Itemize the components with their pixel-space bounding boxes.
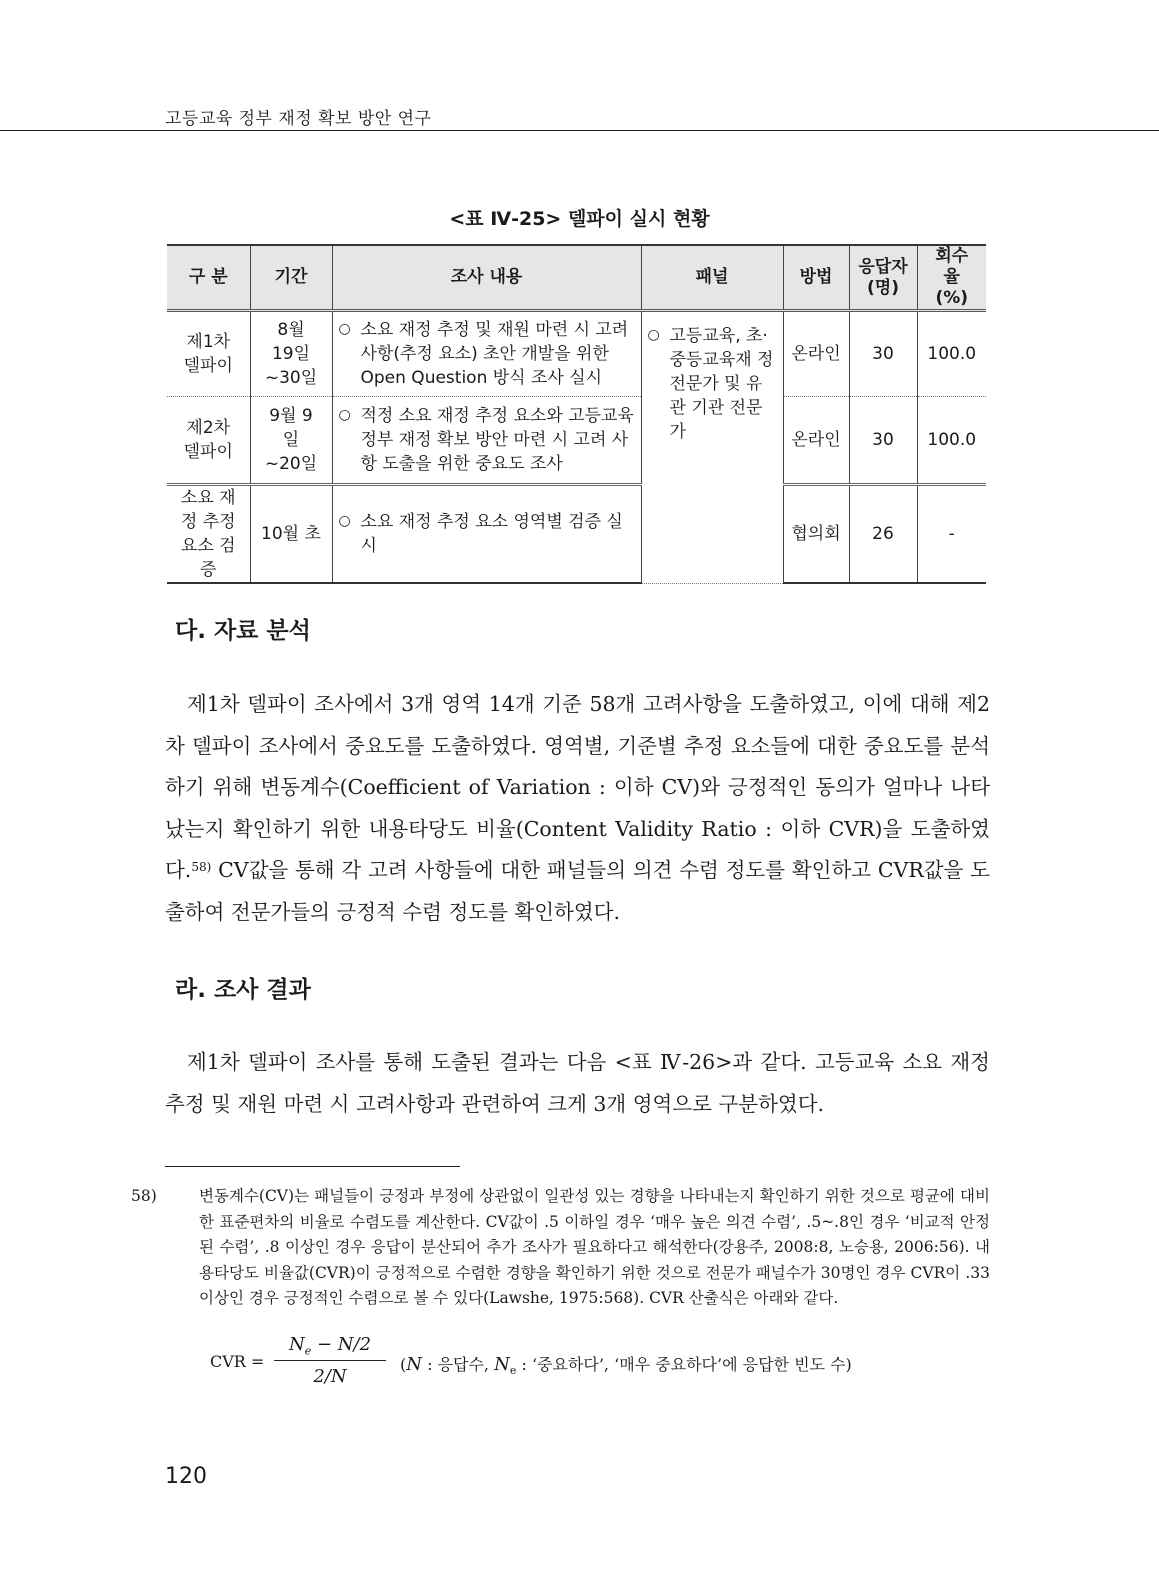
formula-lhs: CVR = [210,1352,265,1371]
section-title-results: 라. 조사 결과 [175,977,311,1003]
cell-category: 소요 재정 추정 요소 검증 [167,485,250,584]
footnote-text: 변동계수(CV)는 패널들이 긍정과 부정에 상관없이 일관성 있는 경향을 나타내는지 확인하기 위한 것으로 평균에 대비한 표준편차의 비율로 수렴도를 계산한다. CV값이 .5 이하일 경우 ‘매우 높은 의견 수렴’, .5~.8인 경우 ‘비교적 안정된 수렴’, .8 이상인 경우 응답이 분산되어 추가 조사가 필요하다고 해석한다(강용주, 2008:8, 노승용, 2006:56). 내용타당도 비율값(CVR)이 긍정적으로 수렴한 경향을 확인하기 위한 것으로 전문가 패널수가 30명인 경우 CVR이 .33 이상인 경우 긍정적인 수렴으로 볼 수 있다(Lawshe, 1975:568). CVR 산출식은 아래와 같다. [199,1187,990,1307]
table-row [167,485,986,584]
cell-category: 제1차 델파이 [167,311,250,397]
cell-response-rate: - [917,485,986,584]
cell-response-rate: 100.0 [917,397,986,485]
page-number: 120 [165,1464,207,1489]
table-caption: <표 Ⅳ-25> 델파이 실시 현황 [449,208,710,230]
header-period: 기간 [250,245,332,311]
cell-respondents: 30 [849,397,917,485]
analysis-text-b: CV값을 통해 각 고려 사항들에 대한 패널들의 의견 수렴 정도를 확인하고 CVR값을 도출하여 전문가들의 긍정적 수렴 정도를 확인하였다. [165,858,990,924]
cell-response-rate: 100.0 [917,311,986,397]
cell-content [332,485,641,584]
header-category: 구 분 [167,245,250,311]
content-text: 소요 재정 추정 및 재원 마련 시 고려사항(추정 요소) 초안 개발을 위한 Open Question 방식 조사 실시 [360,320,629,388]
section-title-analysis: 다. 자료 분석 [175,618,311,644]
circle-bullet-icon: ○ [338,321,351,337]
cell-method: 온라인 [783,311,849,397]
circle-bullet-icon: ○ [338,407,351,423]
content-text: 소요 재정 추정 요소 영역별 검증 실시 [360,512,623,556]
cell-respondents: 30 [849,311,917,397]
footnote [131,1184,990,1312]
footnote-ref[interactable]: 58) [191,860,212,875]
cell-content [332,397,641,485]
cell-period: 8월 19일 ~30일 [250,311,332,397]
results-paragraph: 제1차 델파이 조사를 통해 도출된 결과는 다음 <표 Ⅳ-26>과 같다. 고등교육 소요 재정 추정 및 재원 마련 시 고려사항과 관련하여 크게 3개 영역으로 구분하였다. [165,1050,990,1116]
content-text: 적정 소요 재정 추정 요소와 고등교육 정부 재정 확보 방안 마련 시 고려 사항 도출을 위한 중요도 조사 [360,406,634,474]
circle-bullet-icon: ○ [338,513,351,529]
formula-note: (N : 응답수, $N_e$ : ‘중요하다’, ‘매우 중요하다’에 응답한 빈도 수) [400,1354,852,1378]
cell-method: 협의회 [783,485,849,584]
formula-numerator: $N_e - N/2$ [288,1334,372,1358]
footnote-number: 58) [131,1187,157,1205]
header-response-rate: 회수율 (%) [917,245,986,311]
header-rule [0,130,1159,131]
header-respondents: 응답자 (명) [849,245,917,311]
running-header: 고등교육 정부 재정 확보 방안 연구 [165,109,432,129]
header-method: 방법 [783,245,849,311]
table-row [167,311,986,397]
circle-bullet-icon: ○ [647,327,660,343]
formula-fraction [274,1332,386,1390]
fraction-bar [274,1360,386,1361]
analysis-paragraph [165,684,990,934]
delphi-table [167,244,986,584]
panel-text: 고등교육, 초·중등교육재 정 전문가 및 유관 기관 전문가 [669,326,774,442]
cell-category: 제2차 델파이 [167,397,250,485]
cell-period: 10월 초 [250,485,332,584]
cell-period: 9월 9일 ~20일 [250,397,332,485]
cell-respondents: 26 [849,485,917,584]
table-header-row [167,245,986,311]
cvr-formula [210,1332,970,1392]
analysis-text-a: 제1차 델파이 조사에서 3개 영역 14개 기준 58개 고려사항을 도출하였고, 이에 대해 제2차 델파이 조사에서 중요도를 도출하였다. 영역별, 기준별 추정 요소들에 대한 중요도를 분석하기 위해 변동계수(Coefficient of Variation : 이하 CV)와 긍정적인 동의가 얼마나 나타났는지 확인하기 위한 내용타당도 비율(Content Validity Ratio : 이하 CVR)을 도출하였다. [165,692,990,883]
header-content: 조사 내용 [332,245,641,311]
cell-method: 온라인 [783,397,849,485]
header-panel: 패널 [641,245,783,311]
formula-denominator: 2/N [313,1366,347,1387]
table-row [167,397,986,485]
cell-content [332,311,641,397]
cell-panel [641,311,783,584]
footnote-rule [165,1166,460,1167]
